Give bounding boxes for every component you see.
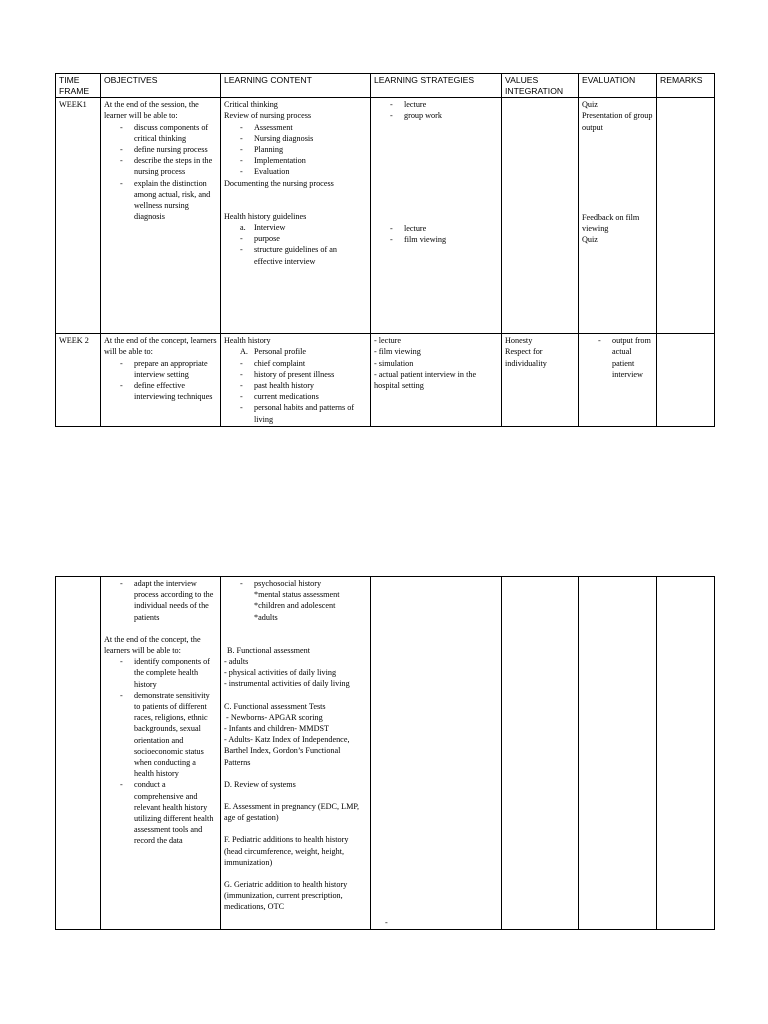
content-critical-thinking: Critical thinking xyxy=(224,100,278,110)
cont-obj-intro: At the end of the concept, the learners will be able to: xyxy=(104,634,201,656)
cont-values xyxy=(502,577,579,930)
week2-strategies xyxy=(371,334,502,427)
content-b-title: B. Functional assessment xyxy=(227,645,311,655)
list-item: - chief complaint xyxy=(240,358,306,368)
cont-remarks xyxy=(657,577,715,930)
week1-evaluation xyxy=(579,98,657,334)
content-e-pregnancy: E. Assessment in pregnancy (EDC, LMP, age of gestation) xyxy=(224,802,360,823)
cont-strat-dash: - xyxy=(385,917,388,927)
week2-content-list xyxy=(240,346,367,424)
week2-strat-simulation: - simulation xyxy=(374,358,414,368)
list-item: - lecture xyxy=(390,100,427,110)
week2-time: WEEK 2 xyxy=(56,334,101,427)
list-item: - define effective interviewing techniques xyxy=(120,381,213,402)
list-item: - Evaluation xyxy=(240,167,290,177)
content-b-physical: - physical activities of daily living xyxy=(224,668,337,678)
list-item: - define nursing process xyxy=(120,145,208,154)
header-remarks: REMARKS xyxy=(657,74,715,98)
content-review-np: Review of nursing process xyxy=(224,111,312,121)
list-item: A. Personal profile xyxy=(240,347,307,357)
list-item: - current medications xyxy=(240,392,319,402)
lesson-plan-table-continuation xyxy=(55,576,715,930)
list-item: - explain the distinction among actual, risk, and wellness nursing diagnosis xyxy=(120,178,211,222)
content-hh-guidelines: Health history guidelines xyxy=(224,211,307,221)
list-item: - discuss components of critical thinking xyxy=(120,122,209,143)
week1-objectives xyxy=(101,98,221,334)
list-item: - demonstrate sensitivity to patients of different races, religions, ethnic backgrounds, sexual orientation and socioeconomic status when conducting a health history xyxy=(120,690,210,779)
week1-strat-list-2 xyxy=(390,223,498,245)
list-item: - history of present illness xyxy=(240,369,335,379)
header-evaluation: EVALUATION xyxy=(579,74,657,98)
lesson-plan-table-week1-2 xyxy=(55,73,715,427)
content-d-ros: D. Review of systems xyxy=(224,779,296,789)
header-values-integration: VALUES INTEGRATION xyxy=(502,74,579,98)
week1-remarks xyxy=(657,98,715,334)
content-c-newborns: - Newborns- APGAR scoring xyxy=(224,712,323,722)
cont-evaluation xyxy=(579,577,657,930)
cont-obj-list-0 xyxy=(120,578,217,623)
psy-sub-mental: *mental status assessment xyxy=(254,590,340,600)
table-header-row xyxy=(56,74,715,98)
content-f-pediatric: F. Pediatric additions to health history (head circumference, weight, height, immunization) xyxy=(224,835,349,867)
list-item: - film viewing xyxy=(390,234,447,244)
psy-sub-children: *children and adolescent xyxy=(254,601,336,611)
list-item: - identify components of the complete health history xyxy=(120,657,210,689)
list-item: - Nursing diagnosis xyxy=(240,133,314,143)
week2-strat-film: - film viewing xyxy=(374,347,421,357)
eval-quiz-2: Quiz xyxy=(582,235,598,245)
cont-time xyxy=(56,577,101,930)
header-learning-content: LEARNING CONTENT xyxy=(221,74,371,98)
week1-time: WEEK1 xyxy=(56,98,101,334)
cont-content xyxy=(221,577,371,930)
list-item: - Assessment xyxy=(240,122,293,132)
week2-strat-lecture: - lecture xyxy=(374,336,402,346)
week1-strategies xyxy=(371,98,502,334)
list-item: - structure guidelines of an effective interview xyxy=(240,245,337,266)
cont-strategies xyxy=(371,577,502,930)
list-item: - describe the steps in the nursing process xyxy=(120,156,213,177)
content-steps-list xyxy=(240,122,367,178)
cont-obj-list xyxy=(120,656,217,846)
week2-obj-list xyxy=(120,358,217,403)
table-row-week2 xyxy=(56,334,715,427)
week2-content xyxy=(221,334,371,427)
list-item: - output from actual patient interview xyxy=(598,336,651,379)
list-item: - past health history xyxy=(240,381,315,390)
psy-sub-adults: *adults xyxy=(254,612,278,622)
list-item: - psychosocial history xyxy=(240,579,322,588)
list-item: - lecture xyxy=(390,223,427,233)
table-row-week1 xyxy=(56,98,715,334)
content-b-adults: - adults xyxy=(224,657,249,667)
list-item: a. Interview xyxy=(240,223,286,233)
table-row-continuation xyxy=(56,577,715,930)
header-objectives: OBJECTIVES xyxy=(101,74,221,98)
list-item: - personal habits and patterns of living xyxy=(240,403,355,424)
list-item: - group work xyxy=(390,111,442,121)
week2-values xyxy=(502,334,579,427)
week2-evaluation xyxy=(579,334,657,427)
eval-feedback: Feedback on film viewing xyxy=(582,212,640,233)
list-item: - purpose xyxy=(240,234,280,244)
content-documenting: Documenting the nursing process xyxy=(224,178,334,188)
list-item: - adapt the interview process according to the individual needs of the patients xyxy=(120,579,214,622)
week2-remarks xyxy=(657,334,715,427)
content-health-history: Health history xyxy=(224,336,271,346)
week1-obj-intro: At the end of the session, the learner will be able to: xyxy=(104,100,199,121)
values-respect: Respect for individuality xyxy=(505,347,547,368)
list-item: - prepare an appropriate interview setting xyxy=(120,358,208,379)
week2-obj-intro: At the end of the concept, learners will be able to: xyxy=(104,336,217,357)
content-hh-list xyxy=(240,222,367,267)
values-honesty: Honesty xyxy=(505,336,533,346)
eval-presentation: Presentation of group output xyxy=(582,111,653,132)
content-g-geriatric: G. Geriatric addition to health history (immunization, current prescription, medications, OTC xyxy=(224,880,348,912)
eval-quiz: Quiz xyxy=(582,100,598,110)
week2-eval-list xyxy=(598,335,653,380)
list-item: - Planning xyxy=(240,145,284,154)
week1-strat-list-1 xyxy=(390,99,498,121)
week1-content xyxy=(221,98,371,334)
list-item: - conduct a comprehensive and relevant health history utilizing different health assessment tools and record the data xyxy=(120,780,214,846)
header-learning-strategies: LEARNING STRATEGIES xyxy=(371,74,502,98)
list-item: - Implementation xyxy=(240,156,306,166)
content-c-infants: - Infants and children- MMDST xyxy=(224,724,330,734)
cont-objectives xyxy=(101,577,221,930)
header-time-frame: TIME FRAME xyxy=(56,74,101,98)
cont-psy-list xyxy=(240,578,367,589)
content-c-title: C. Functional assessment Tests xyxy=(224,701,326,711)
week2-objectives xyxy=(101,334,221,427)
content-b-instrumental: - instrumental activities of daily living xyxy=(224,679,350,689)
content-c-adults: - Adults- Katz Index of Independence, Barthel Index, Gordon’s Functional Patterns xyxy=(224,735,350,767)
week1-values xyxy=(502,98,579,334)
week2-strat-interview: - actual patient interview in the hospital setting xyxy=(374,369,477,390)
week1-obj-list xyxy=(120,122,217,223)
